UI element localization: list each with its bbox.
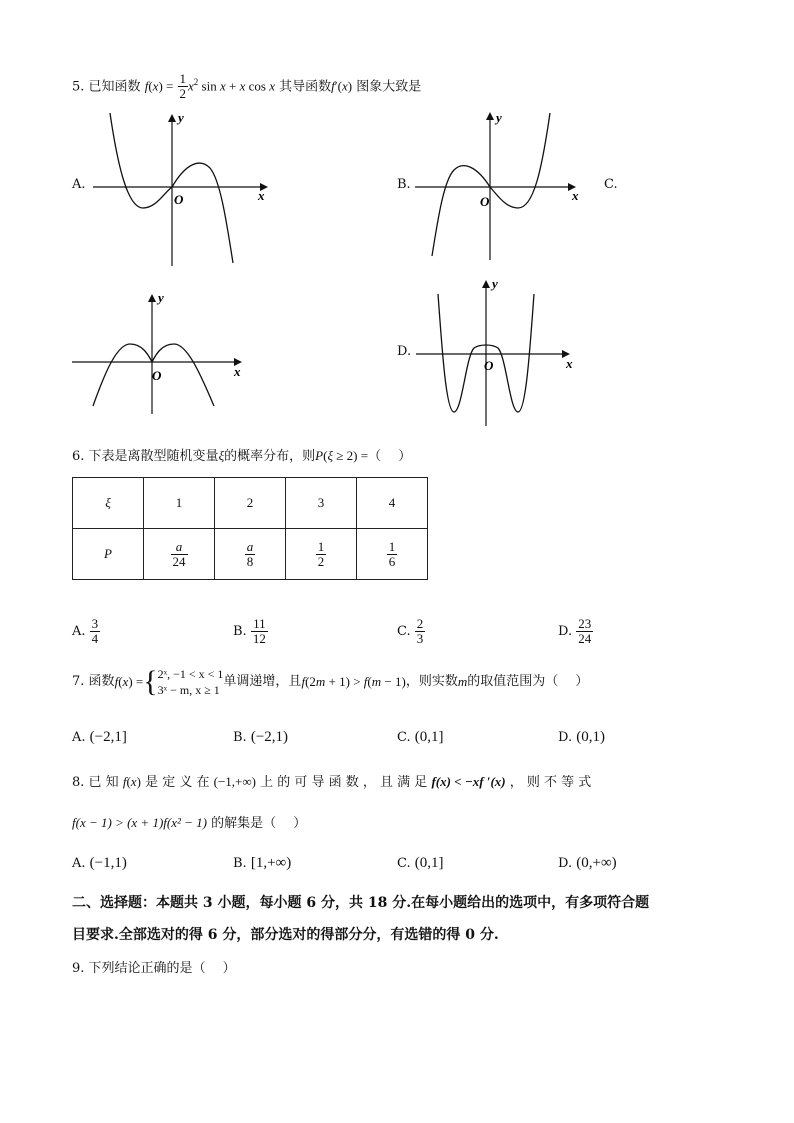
q5-graph-a[interactable] [88, 108, 278, 268]
q7-text-b: 单调递增，且 [223, 674, 302, 689]
q7-text-c: ，则实数 [405, 674, 458, 689]
q8-text-e: 的解集是（ ） [211, 816, 307, 831]
q8-text-d: ， 则 不 等 式 [509, 775, 592, 790]
q8-number: 8. [72, 775, 85, 790]
q5-text-c: 图象大致是 [356, 79, 422, 95]
q8-stem-line2 [72, 813, 306, 834]
q5-c-origin: O [152, 368, 162, 383]
q5-text-b: 其导函数 [279, 79, 332, 95]
q5-option-c-label[interactable]: C. [604, 177, 618, 192]
q5-option-a-label[interactable]: A. [72, 177, 86, 192]
q7-text-a: 函数 [88, 674, 115, 689]
q7-option-d[interactable]: D. (0,1) [558, 729, 605, 745]
q5-d-y-label: y [492, 278, 498, 291]
q9-number: 9. [72, 961, 85, 976]
q6-blank[interactable]: （ ） [368, 449, 412, 464]
q9-text: 下列结论正确的是（ ） [88, 961, 236, 976]
q5-c-x-label: x [234, 364, 241, 379]
q5-graph-c[interactable] [68, 288, 258, 420]
section2-heading-line2: 目要求.全部选对的得 6 分，部分选对的得部分分，有选错的得 0 分. [72, 927, 499, 943]
q5-a-x-label: x [258, 188, 265, 203]
q5-b-x-label: x [572, 188, 579, 203]
q5-b-y-label: y [496, 110, 502, 125]
q8-option-b[interactable]: B. [1,+∞) [233, 855, 292, 871]
q7-option-b[interactable]: B. (−2,1) [233, 729, 289, 745]
q6-number: 6. [72, 449, 85, 464]
q6-table-header-row [73, 478, 428, 529]
q5-d-origin: O [484, 358, 494, 373]
q5-b-origin: O [480, 194, 490, 209]
q5-number: 5. [72, 79, 85, 95]
q5-graph-d[interactable] [410, 278, 600, 430]
q5-option-b-label[interactable]: B. [397, 177, 411, 192]
q5-graph-b[interactable] [410, 108, 600, 268]
q8-stem-line1: 8. 已 知 f(x) 是 定 义 在 (−1,+∞) 上 的 可 导 函 数 ， 且 满 足 f(x) < −xf ′(x) ， 则 不 等 式 [72, 774, 592, 790]
q6-prob-1: $\frac{a}{24}$ [144, 529, 215, 580]
q5-stem: 5. 已知函数 f(x) = $\frac{1}{2}$ $x^2$ sin x + x cos x 其导函数f′(x) 图象大致是 [72, 71, 422, 102]
q6-option-b[interactable]: B. $\frac{11}{12}$ [233, 616, 266, 646]
q8-text-c: 上 的 可 导 函 数 ， 且 满 足 [260, 775, 428, 790]
q6-header-2: 2 [215, 478, 286, 529]
q6-header-3: 3 [286, 478, 357, 529]
q6-prob-2: $\frac{a}{8}$ [215, 529, 286, 580]
q6-header-xi: ξ [73, 478, 144, 529]
q6-text-b: 的概率分布，则 [224, 449, 316, 464]
section2-heading-line1: 二、选择题：本题共 3 小题，每小题 6 分，共 18 分.在每小题给出的选项中，有多项符合题 [72, 895, 650, 911]
q5-half: $\frac{1}{2}$ [179, 71, 187, 102]
q9-stem [72, 957, 236, 976]
q7-piecewise: 2ˣ, −1 < x < 1 3ˣ − m, x ≥ 1 [157, 667, 224, 697]
q5-a-origin: O [174, 192, 184, 207]
q8-option-a[interactable]: A. (−1,1) [72, 855, 127, 871]
q6-table-prob-row [73, 529, 428, 580]
q6-prob-3: $\frac{1}{2}$ [286, 529, 357, 580]
q6-option-d[interactable]: D. $\frac{23}{24}$ [558, 616, 592, 646]
q8-option-c[interactable]: C. (0,1] [397, 855, 444, 871]
q5-a-y-label: y [178, 110, 184, 125]
q5-option-d-label[interactable]: D. [397, 344, 412, 359]
q7-option-a[interactable]: A. (−2,1] [72, 729, 127, 745]
q7-stem: 7. 函数f(x) ={ 2ˣ, −1 < x < 1 3ˣ − m, x ≥ 1 单调递增，且f(2m + 1) > f(m − 1)，则实数m的取值范围为（ ） [72, 665, 589, 698]
q6-header-4: 4 [357, 478, 428, 529]
q5-d-x-label: x [566, 356, 573, 371]
q8-inequality: f(x − 1) > (x + 1)f(x² − 1) [72, 815, 207, 830]
q6-text-a: 下表是离散型随机变量 [88, 449, 219, 464]
q6-distribution-table [72, 477, 428, 580]
q6-row-label: P [73, 529, 144, 580]
q6-stem: 6. 下表是离散型随机变量ξ的概率分布，则P(ξ ≥ 2) =（ ） [72, 448, 412, 464]
q8-text-a: 已 知 [88, 775, 119, 790]
q7-number: 7. [72, 674, 85, 689]
q6-option-c[interactable]: C. $\frac{2}{3}$ [397, 616, 424, 646]
q5-c-y-label: y [158, 290, 164, 305]
q7-option-c[interactable]: C. (0,1] [397, 729, 444, 745]
q6-option-a[interactable]: A. $\frac{3}{4}$ [72, 616, 99, 646]
q5-text-a: 已知函数 [88, 79, 141, 95]
q6-header-1: 1 [144, 478, 215, 529]
q8-text-b: 是 定 义 在 [145, 775, 210, 790]
q6-prob-4: $\frac{1}{6}$ [357, 529, 428, 580]
q7-text-d: 的取值范围为（ ） [467, 674, 589, 689]
q8-option-d[interactable]: D. (0,+∞) [558, 855, 617, 871]
